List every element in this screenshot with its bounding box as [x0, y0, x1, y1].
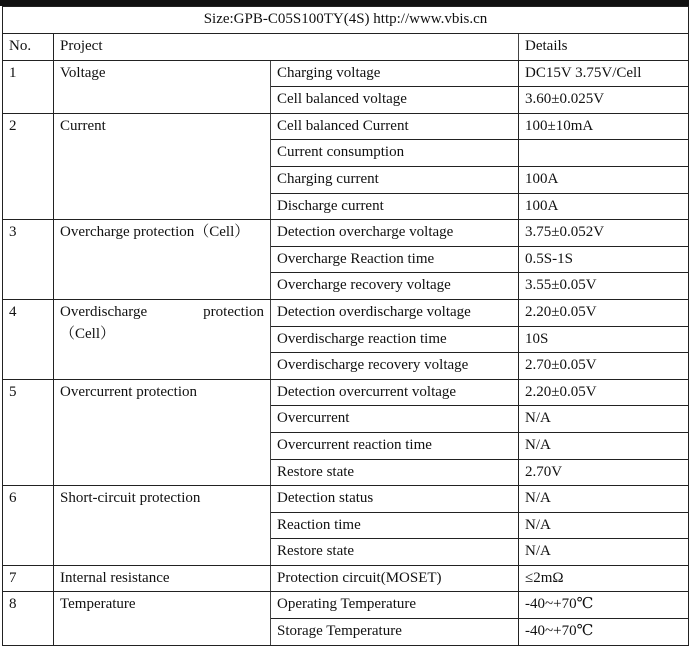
project-name-word: protection [203, 303, 264, 320]
item-value: N/A [519, 486, 689, 513]
item-name: Storage Temperature [271, 619, 519, 646]
header-details: Details [519, 34, 689, 61]
table-row [3, 592, 689, 619]
table-row [3, 565, 689, 592]
item-name: Overcharge recovery voltage [271, 273, 519, 300]
item-value: 2.20±0.05V [519, 299, 689, 326]
project-name: Short-circuit protection [54, 486, 271, 566]
row-number: 2 [3, 113, 54, 219]
item-value: 3.60±0.025V [519, 87, 689, 114]
item-name: Overdischarge reaction time [271, 326, 519, 353]
item-value: 100±10mA [519, 113, 689, 140]
item-value: N/A [519, 432, 689, 459]
item-value: 2.20±0.05V [519, 379, 689, 406]
item-name: Detection overcurrent voltage [271, 379, 519, 406]
item-value: 100A [519, 193, 689, 220]
project-name-line1 [60, 301, 264, 323]
project-name: Voltage [54, 60, 271, 113]
project-name: Overcurrent protection [54, 379, 271, 485]
item-value: N/A [519, 512, 689, 539]
table-row [3, 379, 689, 406]
header-row [3, 34, 689, 61]
table-title: Size:GPB-C05S100TY(4S) http://www.vbis.cn [3, 7, 689, 34]
table-row [3, 486, 689, 513]
header-project: Project [54, 34, 519, 61]
item-name: Detection overcharge voltage [271, 220, 519, 247]
table-row [3, 113, 689, 140]
item-name: Overcharge Reaction time [271, 246, 519, 273]
item-name: Discharge current [271, 193, 519, 220]
project-name: Overcharge protection（Cell） [54, 220, 271, 300]
item-value: 2.70V [519, 459, 689, 486]
item-value: -40~+70℃ [519, 619, 689, 646]
item-name: Current consumption [271, 140, 519, 167]
item-value: ≤2mΩ [519, 565, 689, 592]
item-name: Cell balanced Current [271, 113, 519, 140]
row-number: 3 [3, 220, 54, 300]
item-value: 100A [519, 166, 689, 193]
item-value [519, 140, 689, 167]
item-name: Operating Temperature [271, 592, 519, 619]
item-value: 10S [519, 326, 689, 353]
project-name-word: Overdischarge [60, 303, 148, 320]
row-number: 5 [3, 379, 54, 485]
item-value: 2.70±0.05V [519, 353, 689, 380]
item-name: Detection overdischarge voltage [271, 299, 519, 326]
header-no: No. [3, 34, 54, 61]
spec-table [2, 6, 689, 646]
item-value: N/A [519, 539, 689, 566]
table-row [3, 220, 689, 247]
item-name: Restore state [271, 539, 519, 566]
project-name: Temperature [54, 592, 271, 645]
item-name: Overdischarge recovery voltage [271, 353, 519, 380]
project-name [54, 299, 271, 379]
item-name: Restore state [271, 459, 519, 486]
item-value: 0.5S-1S [519, 246, 689, 273]
item-value: -40~+70℃ [519, 592, 689, 619]
item-name: Overcurrent reaction time [271, 432, 519, 459]
row-number: 1 [3, 60, 54, 113]
project-name-line2: （Cell） [60, 325, 115, 342]
project-name: Internal resistance [54, 565, 271, 592]
item-value: DC15V 3.75V/Cell [519, 60, 689, 87]
table-row [3, 299, 689, 326]
item-name: Detection status [271, 486, 519, 513]
table-row [3, 60, 689, 87]
item-name: Charging voltage [271, 60, 519, 87]
row-number: 4 [3, 299, 54, 379]
item-value: 3.55±0.05V [519, 273, 689, 300]
item-value: 3.75±0.052V [519, 220, 689, 247]
project-name: Current [54, 113, 271, 219]
item-name: Overcurrent [271, 406, 519, 433]
item-name: Protection circuit(MOSET) [271, 565, 519, 592]
row-number: 7 [3, 565, 54, 592]
item-name: Cell balanced voltage [271, 87, 519, 114]
title-row [3, 7, 689, 34]
row-number: 8 [3, 592, 54, 645]
item-value: N/A [519, 406, 689, 433]
row-number: 6 [3, 486, 54, 566]
item-name: Reaction time [271, 512, 519, 539]
item-name: Charging current [271, 166, 519, 193]
